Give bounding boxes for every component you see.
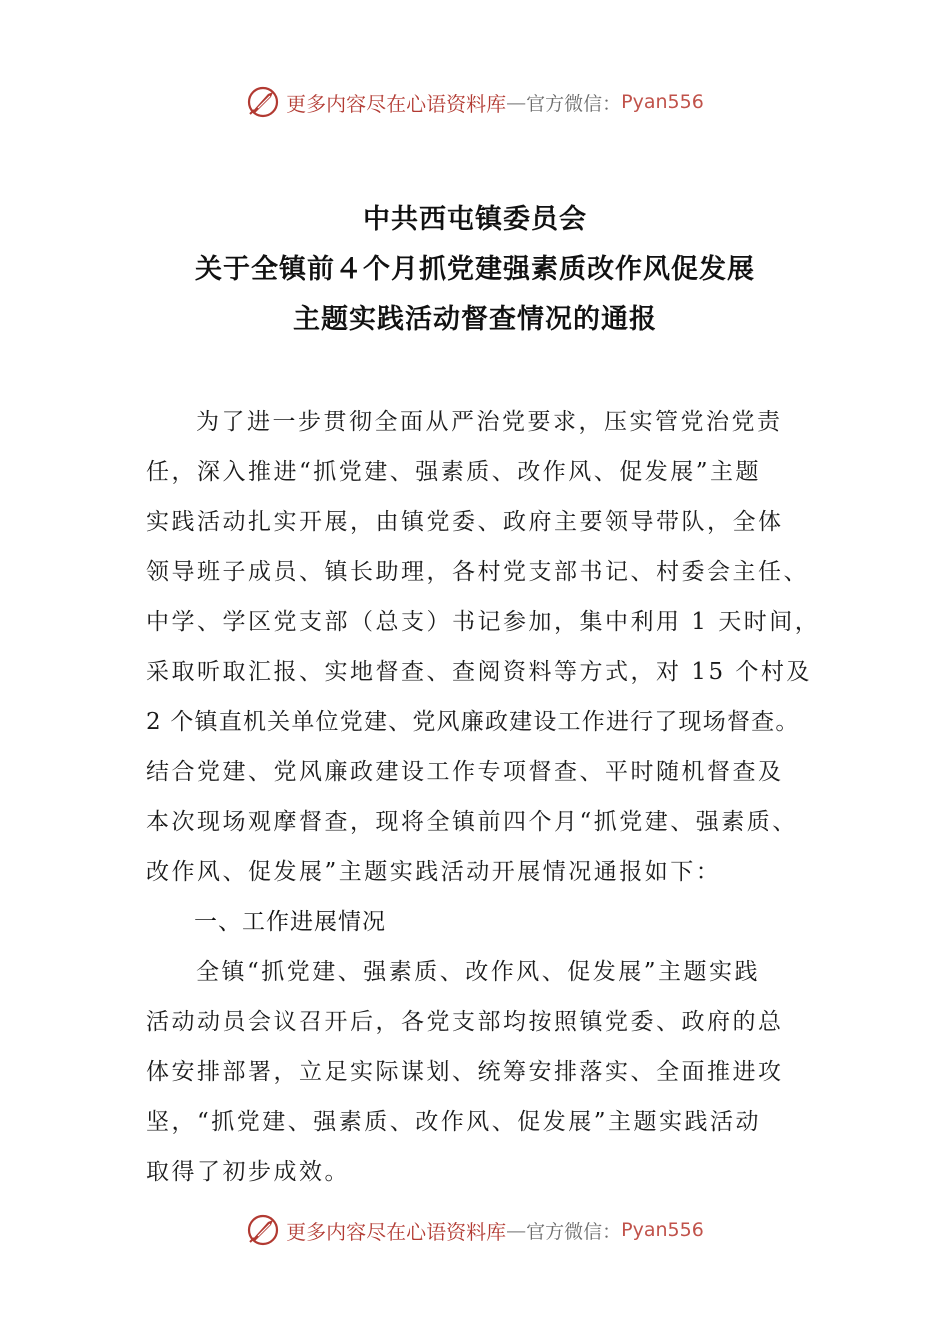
document-body xyxy=(146,397,821,1197)
paragraph-line: 全镇“抓党建、强素质、改作风、促发展”主题实践 xyxy=(196,959,761,985)
quill-logo-icon xyxy=(246,1213,280,1247)
banner-text: 更多内容尽在心语资料库 xyxy=(286,91,507,116)
paragraph-line: 体安排部署，立足实际谋划、统筹安排落实、全面推进攻 xyxy=(146,1059,784,1085)
watermark-banner-bottom xyxy=(0,1210,950,1250)
title-line-2: 关于全镇前４个月抓党建强素质改作风促发展 xyxy=(195,254,755,285)
paragraph-line: 本次现场观摩督查，现将全镇前四个月“抓党建、强素质、 xyxy=(146,809,798,835)
section-heading: 一、工作进展情况 xyxy=(194,909,386,935)
paragraph-line: 取得了初步成效。 xyxy=(146,1159,350,1185)
banner-official-label: 官方微信： xyxy=(526,1220,622,1243)
title-line-1: 中共西屯镇委员会 xyxy=(363,204,587,235)
paragraph-line: 任，深入推进“抓党建、强素质、改作风、促发展”主题 xyxy=(146,459,762,485)
quill-logo-icon xyxy=(246,85,280,119)
paragraph-line: 改作风、促发展”主题实践活动开展情况通报如下： xyxy=(146,859,722,885)
paragraph-line: 实践活动扎实开展，由镇党委、政府主要领导带队，全体 xyxy=(146,509,784,535)
paragraph-line: 领导班子成员、镇长助理，各村党支部书记、村委会主任、 xyxy=(146,559,809,585)
document-title xyxy=(0,195,950,345)
paragraph-line: 结合党建、党风廉政建设工作专项督查、平时随机督查及 xyxy=(146,759,784,785)
paragraph-line: 活动动员会议召开后，各党支部均按照镇党委、政府的总 xyxy=(146,1009,784,1035)
title-line-3: 主题实践活动督查情况的通报 xyxy=(293,304,657,335)
banner-wechat-id: Pyan556 xyxy=(621,1219,704,1241)
banner-text: 更多内容尽在心语资料库 xyxy=(286,1219,507,1244)
banner-official-label: 官方微信： xyxy=(526,92,622,115)
paragraph-line: 中学、学区党支部（总支）书记参加，集中利用 1 天时间， xyxy=(146,609,821,635)
paragraph-line: 采取听取汇报、实地督查、查阅资料等方式，对 15 个村及 xyxy=(146,659,812,685)
paragraph-line: 2 个镇直机关单位党建、党风廉政建设工作进行了现场督查。 xyxy=(146,709,800,735)
banner-separator: — xyxy=(506,1218,527,1242)
paragraph-line: 为了进一步贯彻全面从严治党要求，压实管党治党责 xyxy=(196,409,783,435)
banner-separator: — xyxy=(506,90,527,114)
watermark-banner-top xyxy=(0,82,950,122)
banner-wechat-id: Pyan556 xyxy=(621,91,704,113)
paragraph-line: 坚，“抓党建、强素质、改作风、促发展”主题实践活动 xyxy=(146,1109,762,1135)
